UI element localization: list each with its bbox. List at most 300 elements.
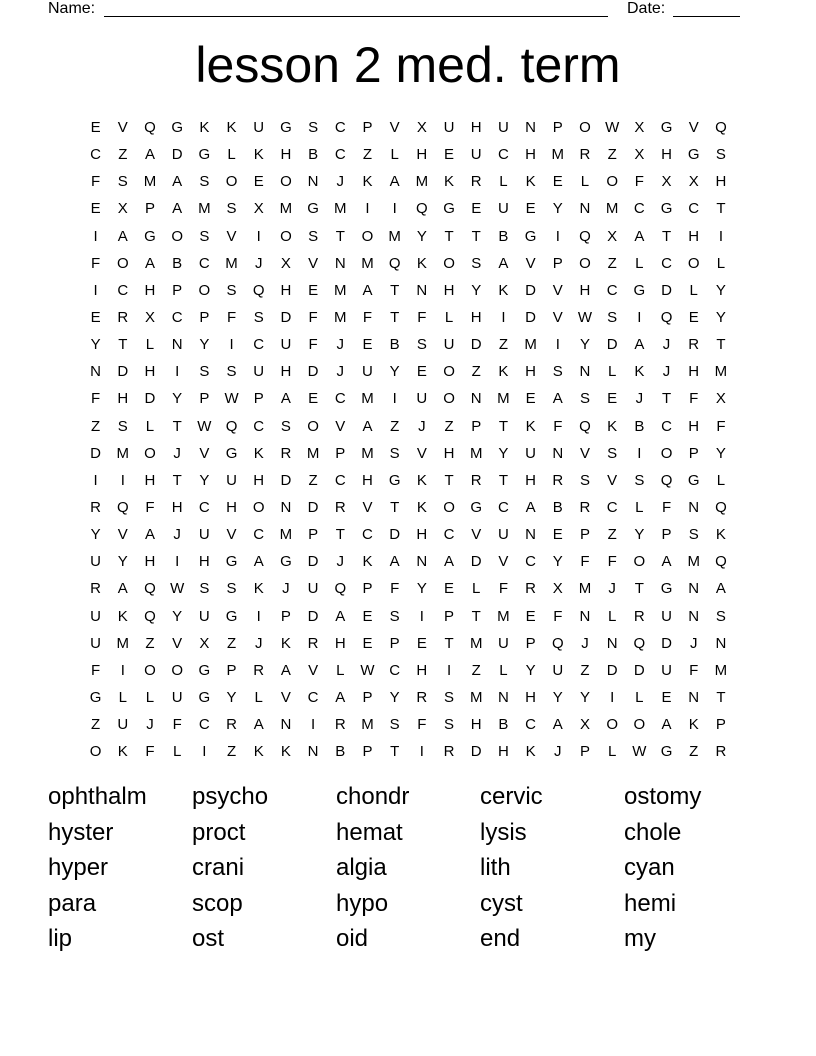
grid-letter: V <box>688 119 699 137</box>
grid-letter: S <box>117 173 128 191</box>
grid-letter: M <box>388 227 401 245</box>
grid-letter: U <box>661 661 672 679</box>
grid-row <box>82 684 735 711</box>
grid-letter: A <box>552 390 563 408</box>
grid-letter: A <box>389 173 400 191</box>
grid-letter: U <box>362 363 373 381</box>
grid-letter: T <box>634 580 644 598</box>
grid-letter: M <box>469 689 483 707</box>
grid-letter: N <box>416 281 428 299</box>
grid-letter: G <box>307 200 319 218</box>
grid-letter: F <box>553 417 563 435</box>
grid-letter: K <box>416 471 427 489</box>
grid-letter: Q <box>225 417 238 435</box>
grid-row <box>82 358 735 385</box>
grid-letter: A <box>144 254 155 272</box>
grid-row <box>82 548 735 575</box>
grid-letter: N <box>307 173 319 191</box>
grid-letter: I <box>419 607 424 625</box>
grid-letter: I <box>637 444 642 462</box>
grid-letter: M <box>334 281 347 299</box>
grid-letter: Z <box>471 363 481 381</box>
grid-letter: U <box>280 336 292 354</box>
grid-letter: Q <box>144 580 156 598</box>
grid-letter: G <box>633 281 646 299</box>
grid-row <box>82 467 735 494</box>
grid-letter: C <box>253 526 265 544</box>
grid-letter: H <box>443 281 455 299</box>
grid-letter: E <box>416 363 427 381</box>
grid-letter: X <box>715 390 726 408</box>
word-list-item: hyster <box>48 818 114 846</box>
grid-letter: T <box>444 634 454 652</box>
grid-letter: Y <box>498 444 509 462</box>
grid-letter: Z <box>471 661 481 679</box>
grid-letter: I <box>637 309 642 327</box>
grid-letter: K <box>362 173 373 191</box>
grid-letter: O <box>687 254 700 272</box>
grid-letter: U <box>416 390 428 408</box>
grid-letter: Y <box>471 281 482 299</box>
grid-letter: E <box>90 309 101 327</box>
grid-letter: H <box>497 743 509 761</box>
grid-letter: O <box>606 716 618 734</box>
grid-letter: O <box>89 743 102 761</box>
grid-letter: B <box>389 336 400 354</box>
grid-row <box>82 195 735 222</box>
grid-letter: K <box>199 119 210 137</box>
grid-letter: O <box>633 716 646 734</box>
grid-letter: X <box>144 309 155 327</box>
grid-letter: Y <box>525 661 536 679</box>
grid-letter: U <box>525 444 537 462</box>
word-list-item: hypo <box>336 889 389 917</box>
grid-letter: R <box>579 146 591 164</box>
grid-letter: L <box>145 689 155 707</box>
grid-row <box>82 413 735 440</box>
grid-letter: N <box>171 336 183 354</box>
grid-letter: R <box>307 634 319 652</box>
grid-letter: R <box>470 173 482 191</box>
grid-letter: R <box>443 743 455 761</box>
grid-letter: S <box>199 173 210 191</box>
grid-letter: R <box>715 743 727 761</box>
grid-letter: V <box>226 227 237 245</box>
grid-letter: D <box>307 607 319 625</box>
grid-letter: O <box>579 119 591 137</box>
grid-letter: U <box>198 526 210 544</box>
grid-letter: Y <box>416 227 427 245</box>
grid-letter: H <box>470 716 482 734</box>
grid-letter: Y <box>579 689 590 707</box>
grid-letter: B <box>172 254 183 272</box>
grid-letter: D <box>661 281 672 299</box>
grid-letter: Y <box>90 526 101 544</box>
grid-letter: H <box>171 499 183 517</box>
grid-letter: L <box>607 607 617 625</box>
grid-letter: P <box>226 661 237 679</box>
grid-letter: F <box>498 580 508 598</box>
grid-letter: R <box>226 716 237 734</box>
word-list-item: lysis <box>480 818 527 846</box>
grid-letter: N <box>688 607 700 625</box>
grid-letter: K <box>253 743 264 761</box>
grid-letter: N <box>470 390 482 408</box>
grid-letter: Q <box>579 227 591 245</box>
grid-letter: E <box>552 526 563 544</box>
grid-letter: N <box>688 689 700 707</box>
grid-letter: A <box>335 689 346 707</box>
grid-letter: C <box>688 200 700 218</box>
grid-letter: T <box>390 281 400 299</box>
grid-letter: U <box>497 200 509 218</box>
grid-letter: R <box>117 309 129 327</box>
grid-letter: P <box>199 390 210 408</box>
grid-letter: M <box>116 634 130 652</box>
grid-letter: P <box>552 254 563 272</box>
grid-letter: O <box>144 444 156 462</box>
grid-letter: U <box>90 553 102 571</box>
grid-letter: I <box>202 743 207 761</box>
page-title: lesson 2 med. term <box>195 37 621 93</box>
grid-letter: W <box>224 390 239 408</box>
grid-letter: A <box>498 254 509 272</box>
grid-letter: Y <box>199 336 210 354</box>
grid-letter: S <box>226 363 237 381</box>
grid-letter: F <box>145 743 155 761</box>
grid-letter: W <box>170 580 185 598</box>
grid-letter: N <box>334 254 346 272</box>
grid-letter: W <box>605 119 620 137</box>
grid-letter: Q <box>660 471 673 489</box>
grid-letter: S <box>444 689 455 707</box>
grid-letter: V <box>117 526 128 544</box>
grid-letter: S <box>389 607 400 625</box>
grid-letter: N <box>525 526 537 544</box>
grid-letter: C <box>198 254 210 272</box>
word-list-item: ostomy <box>624 783 702 810</box>
grid-letter: F <box>172 716 182 734</box>
grid-letter: S <box>226 200 237 218</box>
grid-letter: K <box>280 743 291 761</box>
grid-letter: C <box>117 281 129 299</box>
grid-letter: Z <box>689 743 699 761</box>
grid-letter: H <box>334 634 346 652</box>
grid-letter: E <box>308 281 319 299</box>
grid-letter: P <box>525 634 536 652</box>
grid-letter: S <box>416 336 427 354</box>
grid-letter: Q <box>116 499 129 517</box>
grid-letter: V <box>280 689 291 707</box>
grid-letter: F <box>716 417 726 435</box>
grid-letter: C <box>334 471 346 489</box>
grid-letter: Z <box>498 336 508 354</box>
grid-letter: Q <box>715 553 727 571</box>
grid-letter: J <box>635 390 644 408</box>
grid-letter: O <box>144 661 156 679</box>
grid-letter: K <box>253 580 264 598</box>
grid-letter: G <box>443 200 455 218</box>
grid-letter: F <box>553 607 563 625</box>
grid-letter: L <box>635 689 644 707</box>
grid-letter: C <box>253 417 265 435</box>
grid-letter: T <box>172 471 182 489</box>
grid-letter: I <box>93 227 98 245</box>
grid-letter: L <box>145 336 155 354</box>
grid-letter: K <box>280 634 291 652</box>
grid-letter: L <box>635 254 644 272</box>
grid-letter: D <box>117 363 129 381</box>
grid-letter: W <box>197 417 212 435</box>
grid-letter: M <box>469 634 483 652</box>
grid-letter: L <box>607 743 617 761</box>
grid-letter: U <box>497 526 509 544</box>
grid-letter: I <box>555 336 560 354</box>
grid-letter: S <box>253 309 264 327</box>
grid-letter: Y <box>172 607 183 625</box>
grid-letter: N <box>497 689 509 707</box>
grid-letter: B <box>552 499 563 517</box>
grid-letter: G <box>144 227 156 245</box>
grid-letter: S <box>226 281 237 299</box>
grid-letter: Q <box>144 119 156 137</box>
grid-letter: H <box>525 689 537 707</box>
grid-letter: A <box>525 499 536 517</box>
word-list-item: chondr <box>336 783 410 810</box>
grid-row <box>82 277 735 304</box>
grid-letter: V <box>117 119 128 137</box>
grid-letter: H <box>688 417 700 435</box>
grid-letter: H <box>443 444 455 462</box>
grid-letter: Q <box>144 607 156 625</box>
grid-letter: Z <box>118 146 128 164</box>
grid-letter: A <box>444 553 455 571</box>
grid-letter: P <box>444 607 455 625</box>
grid-letter: C <box>198 716 210 734</box>
grid-letter: P <box>661 526 672 544</box>
grid-row <box>82 630 735 657</box>
grid-letter: V <box>416 444 427 462</box>
grid-letter: X <box>117 200 128 218</box>
word-list-item: cyst <box>480 889 523 917</box>
grid-letter: N <box>280 716 292 734</box>
grid-letter: Z <box>444 417 454 435</box>
grid-letter: T <box>716 336 726 354</box>
grid-letter: T <box>716 200 726 218</box>
grid-letter: I <box>419 743 424 761</box>
grid-letter: I <box>365 200 370 218</box>
grid-letter: X <box>688 173 699 191</box>
grid-letter: K <box>525 173 536 191</box>
grid-letter: T <box>390 743 400 761</box>
grid-letter: T <box>172 417 182 435</box>
grid-letter: O <box>225 173 238 191</box>
grid-letter: L <box>444 309 454 327</box>
grid-letter: P <box>144 200 155 218</box>
word-list-item: ost <box>192 925 225 953</box>
grid-letter: H <box>144 553 156 571</box>
grid-letter: D <box>171 146 183 164</box>
grid-letter: M <box>361 444 374 462</box>
grid-letter: L <box>254 689 263 707</box>
grid-letter: O <box>116 254 129 272</box>
grid-letter: M <box>198 200 211 218</box>
grid-letter: H <box>715 173 727 191</box>
grid-letter: E <box>444 580 455 598</box>
grid-letter: A <box>172 200 183 218</box>
grid-letter: H <box>362 471 373 489</box>
grid-letter: I <box>555 227 560 245</box>
grid-letter: U <box>90 607 102 625</box>
date-field-line[interactable] <box>673 16 740 17</box>
grid-letter: H <box>280 281 292 299</box>
grid-letter: H <box>416 526 428 544</box>
grid-letter: T <box>716 689 726 707</box>
grid-letter: C <box>389 661 401 679</box>
grid-letter: Y <box>552 553 563 571</box>
grid-letter: P <box>172 281 183 299</box>
date-label: Date: <box>627 0 666 17</box>
grid-letter: M <box>361 716 374 734</box>
grid-letter: G <box>89 689 102 707</box>
grid-letter: J <box>581 634 589 652</box>
grid-letter: N <box>280 499 292 517</box>
grid-letter: F <box>661 499 672 517</box>
grid-letter: V <box>335 417 346 435</box>
grid-letter: S <box>607 444 618 462</box>
grid-letter: Y <box>172 390 183 408</box>
grid-letter: H <box>144 363 156 381</box>
grid-letter: E <box>362 336 373 354</box>
grid-letter: A <box>144 526 155 544</box>
grid-letter: D <box>307 553 319 571</box>
grid-letter: J <box>418 417 426 435</box>
grid-letter: O <box>443 363 455 381</box>
grid-letter: H <box>688 227 700 245</box>
grid-letter: S <box>471 254 482 272</box>
grid-letter: C <box>661 254 672 272</box>
grid-letter: V <box>498 553 509 571</box>
grid-letter: D <box>144 390 156 408</box>
grid-letter: E <box>661 689 672 707</box>
grid-letter: T <box>661 227 672 245</box>
grid-letter: H <box>144 281 156 299</box>
grid-letter: M <box>497 607 510 625</box>
grid-letter: V <box>362 499 373 517</box>
grid-letter: C <box>334 390 346 408</box>
grid-letter: A <box>389 553 400 571</box>
grid-letter: G <box>660 743 673 761</box>
grid-letter: R <box>416 689 428 707</box>
name-label: Name: <box>48 0 96 17</box>
grid-letter: U <box>470 146 482 164</box>
grid-letter: Q <box>388 254 401 272</box>
grid-letter: D <box>470 743 482 761</box>
grid-letter: P <box>552 119 563 137</box>
grid-letter: U <box>661 607 672 625</box>
grid-letter: Q <box>416 200 428 218</box>
grid-letter: V <box>552 281 563 299</box>
grid-letter: C <box>525 716 537 734</box>
grid-letter: K <box>253 444 264 462</box>
grid-letter: I <box>229 336 234 354</box>
grid-letter: D <box>525 281 537 299</box>
grid-letter: I <box>175 553 180 571</box>
grid-letter: K <box>253 146 264 164</box>
grid-letter: S <box>607 309 618 327</box>
grid-letter: B <box>634 417 645 435</box>
word-list-item: crani <box>192 854 245 882</box>
grid-letter: M <box>279 200 293 218</box>
grid-letter: K <box>715 526 726 544</box>
grid-letter: Z <box>390 417 400 435</box>
grid-letter: H <box>198 553 210 571</box>
grid-letter: L <box>172 743 182 761</box>
grid-letter: H <box>688 363 700 381</box>
grid-letter: I <box>392 390 397 408</box>
grid-letter: E <box>362 607 373 625</box>
grid-letter: R <box>90 580 102 598</box>
grid-letter: I <box>610 689 615 707</box>
grid-letter: E <box>471 200 482 218</box>
grid-letter: F <box>226 309 237 327</box>
grid-letter: R <box>552 471 564 489</box>
grid-letter: Y <box>715 281 726 299</box>
grid-letter: C <box>661 417 672 435</box>
grid-letter: J <box>254 634 263 652</box>
grid-letter: R <box>334 499 346 517</box>
grid-letter: F <box>91 661 101 679</box>
grid-letter: V <box>199 444 210 462</box>
word-list-item: algia <box>336 854 387 882</box>
grid-letter: L <box>390 146 399 164</box>
grid-letter: Z <box>91 716 101 734</box>
grid-letter: A <box>634 336 645 354</box>
grid-letter: P <box>389 634 400 652</box>
grid-letter: E <box>90 200 101 218</box>
grid-letter: G <box>687 146 700 164</box>
grid-letter: S <box>226 580 237 598</box>
name-field-line[interactable] <box>104 16 608 17</box>
grid-letter: X <box>280 254 291 272</box>
grid-letter: O <box>252 499 265 517</box>
grid-letter: D <box>280 471 292 489</box>
grid-letter: L <box>689 281 698 299</box>
grid-letter: S <box>199 580 210 598</box>
grid-letter: P <box>253 390 264 408</box>
grid-letter: K <box>634 363 645 381</box>
grid-letter: Z <box>226 743 237 761</box>
grid-letter: R <box>579 499 591 517</box>
grid-letter: D <box>280 309 292 327</box>
grid-letter: U <box>253 363 265 381</box>
grid-letter: O <box>443 499 455 517</box>
grid-letter: P <box>199 309 210 327</box>
grid-letter: H <box>661 146 672 164</box>
grid-letter: Q <box>252 281 265 299</box>
grid-letter: S <box>389 716 400 734</box>
grid-letter: M <box>306 444 320 462</box>
grid-letter: Z <box>226 634 237 652</box>
grid-letter: S <box>444 716 455 734</box>
grid-letter: Z <box>91 417 101 435</box>
grid-letter: N <box>606 634 618 652</box>
grid-letter: K <box>525 417 536 435</box>
grid-letter: I <box>392 200 397 218</box>
grid-row <box>82 250 735 277</box>
grid-letter: X <box>634 146 645 164</box>
grid-row <box>82 168 735 195</box>
